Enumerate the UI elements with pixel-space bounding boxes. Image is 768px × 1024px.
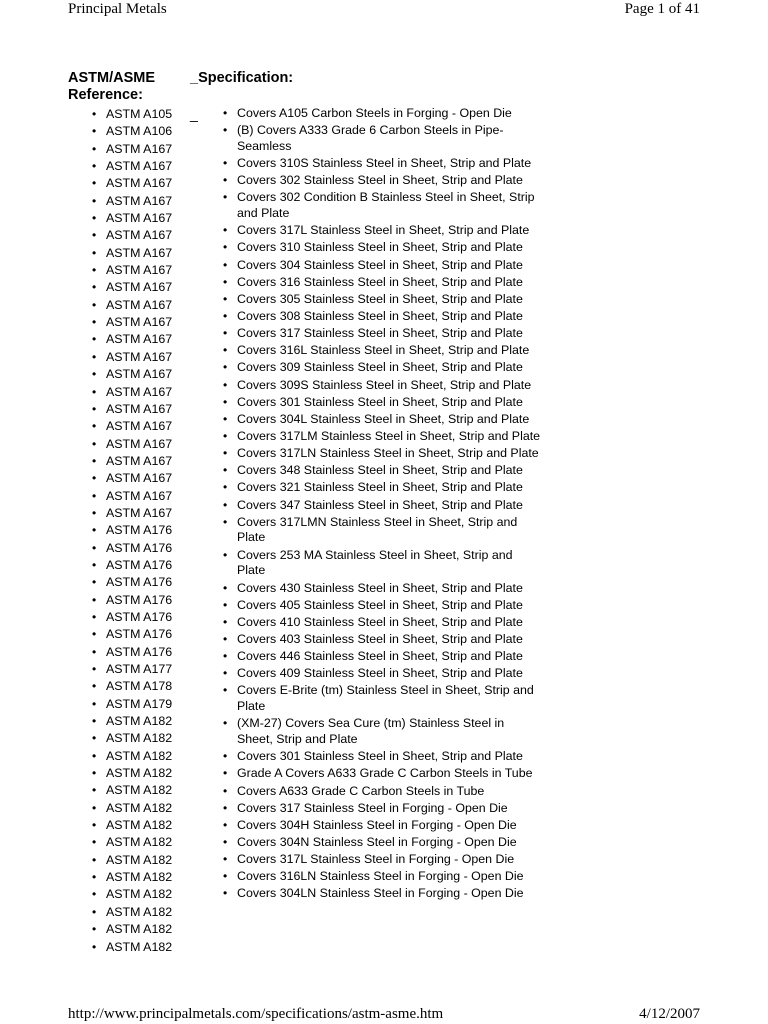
reference-item: • ASTM A182 — [106, 748, 172, 765]
reference-item: • ASTM A182 — [106, 852, 172, 869]
specification-item: • Covers 347 Stainless Steel in Sheet, Strip and Plate — [237, 498, 542, 514]
reference-item: • ASTM A167 — [106, 314, 172, 331]
specification-item: • Covers A105 Carbon Steels in Forging - Open Die — [237, 106, 542, 122]
specification-item: • Covers 304N Stainless Steel in Forging - Open Die — [237, 835, 542, 851]
specification-item: • Covers 309 Stainless Steel in Sheet, Strip and Plate — [237, 360, 542, 376]
reference-item: • ASTM A178 — [106, 678, 172, 695]
reference-item: • ASTM A167 — [106, 436, 172, 453]
reference-item: • ASTM A176 — [106, 540, 172, 557]
page-footer-date: 4/12/2007 — [639, 1006, 700, 1022]
specification-item: • Covers 309S Stainless Steel in Sheet, Strip and Plate — [237, 378, 542, 394]
reference-list — [106, 106, 172, 956]
reference-item: • ASTM A182 — [106, 869, 172, 886]
reference-item: • ASTM A176 — [106, 522, 172, 539]
specification-item: • Covers 317L Stainless Steel in Forging - Open Die — [237, 852, 542, 868]
reference-item: • ASTM A176 — [106, 574, 172, 591]
specification-item: • Covers 446 Stainless Steel in Sheet, Strip and Plate — [237, 649, 542, 665]
specification-column-heading: _Specification: — [190, 70, 294, 86]
reference-item: • ASTM A167 — [106, 245, 172, 262]
reference-item: • ASTM A167 — [106, 418, 172, 435]
reference-item: • ASTM A167 — [106, 297, 172, 314]
reference-item: • ASTM A167 — [106, 279, 172, 296]
reference-column-heading: ASTM/ASME Reference: — [68, 70, 155, 103]
reference-item: • ASTM A176 — [106, 609, 172, 626]
reference-item: • ASTM A106 — [106, 123, 172, 140]
specification-item: • Covers 301 Stainless Steel in Sheet, Strip and Plate — [237, 749, 542, 765]
reference-item: • ASTM A182 — [106, 921, 172, 938]
reference-item: • ASTM A167 — [106, 453, 172, 470]
specification-item: • Covers 410 Stainless Steel in Sheet, Strip and Plate — [237, 615, 542, 631]
reference-item: • ASTM A176 — [106, 644, 172, 661]
reference-item: • ASTM A167 — [106, 141, 172, 158]
specification-item: • Covers 304H Stainless Steel in Forging - Open Die — [237, 818, 542, 834]
reference-item: • ASTM A105 — [106, 106, 172, 123]
specification-item: • Covers 316LN Stainless Steel in Forging - Open Die — [237, 869, 542, 885]
reference-item: • ASTM A182 — [106, 782, 172, 799]
page-number: Page 1 of 41 — [624, 1, 700, 17]
reference-item: • ASTM A182 — [106, 713, 172, 730]
reference-item: • ASTM A167 — [106, 210, 172, 227]
specification-item: • Covers 310S Stainless Steel in Sheet, Strip and Plate — [237, 156, 542, 172]
reference-item: • ASTM A167 — [106, 227, 172, 244]
specification-item: • Covers 430 Stainless Steel in Sheet, Strip and Plate — [237, 581, 542, 597]
reference-item: • ASTM A167 — [106, 384, 172, 401]
reference-item: • ASTM A167 — [106, 470, 172, 487]
specification-item: • Covers 310 Stainless Steel in Sheet, Strip and Plate — [237, 240, 542, 256]
reference-item: • ASTM A167 — [106, 505, 172, 522]
specification-item: • Covers 321 Stainless Steel in Sheet, Strip and Plate — [237, 480, 542, 496]
specification-item: • Covers 317LM Stainless Steel in Sheet, Strip and Plate — [237, 429, 542, 445]
specification-item: • Covers 317LN Stainless Steel in Sheet, Strip and Plate — [237, 446, 542, 462]
specification-item: • Covers E-Brite (tm) Stainless Steel in Sheet, Strip and Plate — [237, 683, 542, 715]
reference-item: • ASTM A182 — [106, 817, 172, 834]
reference-item: • ASTM A182 — [106, 904, 172, 921]
specification-item: • Grade A Covers A633 Grade C Carbon Steels in Tube — [237, 766, 542, 782]
reference-item: • ASTM A182 — [106, 730, 172, 747]
specification-item: • Covers 304 Stainless Steel in Sheet, Strip and Plate — [237, 258, 542, 274]
specification-item: • Covers 317 Stainless Steel in Sheet, Strip and Plate — [237, 326, 542, 342]
reference-item: • ASTM A182 — [106, 834, 172, 851]
specification-item: • Covers 317 Stainless Steel in Forging - Open Die — [237, 801, 542, 817]
reference-item: • ASTM A167 — [106, 488, 172, 505]
page-header-title: Principal Metals — [68, 1, 167, 17]
reference-item: • ASTM A167 — [106, 262, 172, 279]
reference-item: • ASTM A182 — [106, 800, 172, 817]
specification-item: • Covers 308 Stainless Steel in Sheet, Strip and Plate — [237, 309, 542, 325]
specification-item: • Covers 304L Stainless Steel in Sheet, Strip and Plate — [237, 412, 542, 428]
specification-item: • Covers 304LN Stainless Steel in Forging - Open Die — [237, 886, 542, 902]
reference-item: • ASTM A167 — [106, 175, 172, 192]
reference-item: • ASTM A176 — [106, 557, 172, 574]
specification-item: • Covers 301 Stainless Steel in Sheet, Strip and Plate — [237, 395, 542, 411]
specification-list — [237, 106, 542, 904]
specification-item: • Covers 302 Stainless Steel in Sheet, Strip and Plate — [237, 173, 542, 189]
specification-item: • Covers 403 Stainless Steel in Sheet, Strip and Plate — [237, 632, 542, 648]
reference-item: • ASTM A167 — [106, 401, 172, 418]
specification-item: • Covers A633 Grade C Carbon Steels in Tube — [237, 784, 542, 800]
specification-item: • (B) Covers A333 Grade 6 Carbon Steels in Pipe-Seamless — [237, 123, 542, 155]
reference-item: • ASTM A182 — [106, 939, 172, 956]
page-footer-url: http://www.principalmetals.com/specifications/astm-asme.htm — [68, 1006, 444, 1022]
reference-item: • ASTM A182 — [106, 886, 172, 903]
reference-item: • ASTM A179 — [106, 696, 172, 713]
specification-item: • Covers 409 Stainless Steel in Sheet, Strip and Plate — [237, 666, 542, 682]
reference-item: • ASTM A167 — [106, 349, 172, 366]
specification-item: • Covers 302 Condition B Stainless Steel in Sheet, Strip and Plate — [237, 190, 542, 222]
specification-item: • (XM-27) Covers Sea Cure (tm) Stainless Steel in Sheet, Strip and Plate — [237, 716, 542, 748]
specification-item: • Covers 348 Stainless Steel in Sheet, Strip and Plate — [237, 463, 542, 479]
specification-item: • Covers 405 Stainless Steel in Sheet, Strip and Plate — [237, 598, 542, 614]
reference-item: • ASTM A167 — [106, 158, 172, 175]
specification-item: • Covers 253 MA Stainless Steel in Sheet, Strip and Plate — [237, 548, 542, 580]
reference-item: • ASTM A176 — [106, 626, 172, 643]
reference-item: • ASTM A182 — [106, 765, 172, 782]
specification-item: • Covers 316 Stainless Steel in Sheet, Strip and Plate — [237, 275, 542, 291]
reference-item: • ASTM A177 — [106, 661, 172, 678]
reference-item: • ASTM A167 — [106, 193, 172, 210]
reference-item: • ASTM A167 — [106, 331, 172, 348]
specification-item: • Covers 316L Stainless Steel in Sheet, Strip and Plate — [237, 343, 542, 359]
reference-item: • ASTM A176 — [106, 592, 172, 609]
specification-item: • Covers 305 Stainless Steel in Sheet, Strip and Plate — [237, 292, 542, 308]
specification-dash: _ — [190, 106, 198, 122]
specification-item: • Covers 317L Stainless Steel in Sheet, Strip and Plate — [237, 223, 542, 239]
reference-item: • ASTM A167 — [106, 366, 172, 383]
specification-item: • Covers 317LMN Stainless Steel in Sheet, Strip and Plate — [237, 515, 542, 547]
